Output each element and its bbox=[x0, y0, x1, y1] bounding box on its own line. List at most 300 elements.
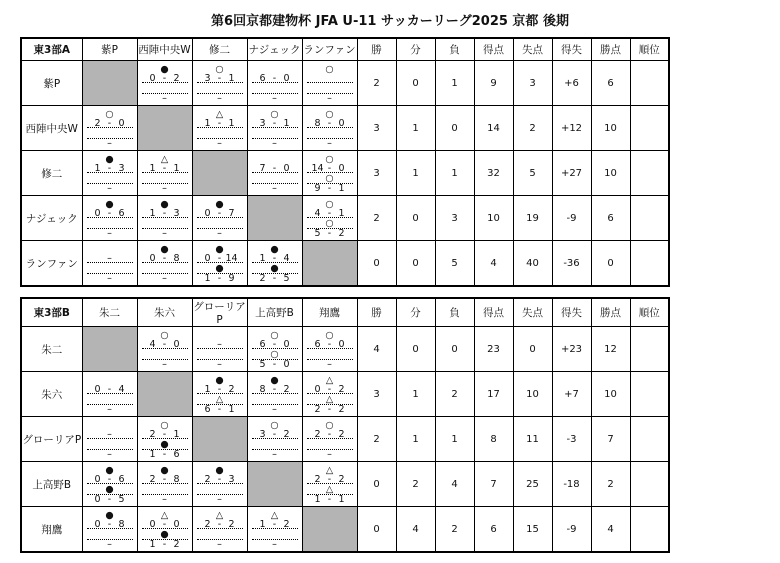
result-mark: ○ bbox=[325, 218, 334, 230]
second-leg-score bbox=[303, 360, 357, 369]
first-leg-score bbox=[138, 209, 192, 218]
stat-value: 1 bbox=[435, 417, 474, 462]
second-leg-mark bbox=[138, 441, 192, 449]
result-mark: ○ bbox=[160, 419, 169, 431]
score-separator: - bbox=[327, 428, 332, 440]
row-team-name: 朱二 bbox=[21, 327, 82, 372]
stat-value: 19 bbox=[513, 196, 552, 241]
result-mark: – bbox=[217, 338, 222, 350]
first-leg-score bbox=[193, 119, 247, 128]
match-result bbox=[303, 462, 357, 506]
result-mark: – bbox=[272, 403, 277, 415]
result-mark: ● bbox=[160, 243, 169, 255]
result-mark: △ bbox=[160, 153, 169, 165]
result-mark: △ bbox=[325, 374, 334, 386]
result-mark: – bbox=[217, 538, 222, 550]
self-cell bbox=[247, 462, 302, 507]
result-mark: ○ bbox=[215, 63, 224, 75]
home-score: 9 bbox=[314, 182, 321, 194]
match-cell bbox=[137, 151, 192, 196]
stat-value: -3 bbox=[552, 417, 591, 462]
second-leg-score bbox=[303, 184, 357, 193]
match-result bbox=[83, 196, 137, 240]
stat-header: 分 bbox=[396, 38, 435, 61]
score-separator: - bbox=[272, 252, 277, 264]
match-result bbox=[83, 241, 137, 285]
away-score: 0 bbox=[283, 338, 290, 350]
team-row bbox=[21, 196, 669, 241]
first-leg-score bbox=[138, 430, 192, 439]
stat-value: 0 bbox=[513, 327, 552, 372]
row-team-name: グローリアP bbox=[21, 417, 82, 462]
team-row bbox=[21, 327, 669, 372]
column-team-header: 翔鷹 bbox=[302, 298, 357, 327]
first-leg-score bbox=[83, 209, 137, 218]
second-leg-score bbox=[83, 229, 137, 238]
match-cell bbox=[247, 106, 302, 151]
league-table-1 bbox=[20, 297, 670, 553]
match-cell bbox=[137, 327, 192, 372]
stat-header: 勝点 bbox=[591, 38, 630, 61]
stat-value bbox=[630, 241, 669, 287]
match-cell bbox=[192, 462, 247, 507]
row-team-name: 紫P bbox=[21, 61, 82, 106]
result-mark: △ bbox=[215, 108, 224, 120]
second-leg-score bbox=[193, 229, 247, 238]
match-result bbox=[248, 241, 302, 285]
first-leg-score bbox=[193, 254, 247, 263]
stat-value bbox=[630, 417, 669, 462]
stat-header: 分 bbox=[396, 298, 435, 327]
score-separator: - bbox=[107, 493, 112, 505]
second-leg-score bbox=[248, 450, 302, 459]
stat-value: 6 bbox=[474, 507, 513, 553]
match-cell bbox=[302, 151, 357, 196]
stat-value: 7 bbox=[474, 462, 513, 507]
match-result bbox=[138, 327, 192, 371]
second-leg-score bbox=[303, 450, 357, 459]
home-score: 5 bbox=[259, 358, 266, 370]
match-result bbox=[303, 417, 357, 461]
home-score: 1 bbox=[204, 117, 211, 129]
column-team-header: 朱六 bbox=[137, 298, 192, 327]
result-mark: – bbox=[162, 182, 167, 194]
away-score: 2 bbox=[228, 518, 235, 530]
home-score: 1 bbox=[259, 252, 266, 264]
match-cell bbox=[302, 417, 357, 462]
second-leg-mark bbox=[248, 265, 302, 273]
score-separator: - bbox=[162, 518, 167, 530]
away-score: 0 bbox=[173, 338, 180, 350]
match-cell bbox=[137, 462, 192, 507]
stat-header: 勝 bbox=[357, 38, 396, 61]
home-score: 3 bbox=[204, 72, 211, 84]
match-cell bbox=[82, 372, 137, 417]
score-separator: - bbox=[327, 227, 332, 239]
row-team-name: 朱六 bbox=[21, 372, 82, 417]
result-mark: – bbox=[217, 227, 222, 239]
away-score: 3 bbox=[118, 162, 125, 174]
second-leg-score bbox=[248, 94, 302, 103]
stat-value: 1 bbox=[396, 372, 435, 417]
score-separator: - bbox=[162, 428, 167, 440]
home-score: 2 bbox=[204, 473, 211, 485]
match-result bbox=[138, 61, 192, 105]
match-cell bbox=[137, 417, 192, 462]
stat-value: 23 bbox=[474, 327, 513, 372]
result-mark: – bbox=[272, 448, 277, 460]
match-result bbox=[83, 417, 137, 461]
away-score: 0 bbox=[118, 117, 125, 129]
match-result bbox=[83, 372, 137, 416]
match-cell bbox=[82, 151, 137, 196]
header-row bbox=[21, 38, 669, 61]
second-leg-score bbox=[138, 94, 192, 103]
stat-value: 12 bbox=[591, 327, 630, 372]
score-separator: - bbox=[327, 117, 332, 129]
stat-value: 4 bbox=[357, 327, 396, 372]
match-cell bbox=[82, 241, 137, 287]
away-score: 0 bbox=[283, 72, 290, 84]
result-mark: ● bbox=[270, 263, 279, 275]
match-cell bbox=[247, 417, 302, 462]
match-result bbox=[138, 196, 192, 240]
stat-value bbox=[630, 462, 669, 507]
away-score: 1 bbox=[228, 117, 235, 129]
result-mark: – bbox=[272, 538, 277, 550]
stat-value: 0 bbox=[396, 327, 435, 372]
score-separator: - bbox=[107, 383, 112, 395]
first-leg-score bbox=[303, 385, 357, 394]
result-mark: △ bbox=[270, 509, 279, 521]
stat-value: 0 bbox=[357, 462, 396, 507]
team-row bbox=[21, 151, 669, 196]
match-cell bbox=[137, 241, 192, 287]
result-mark: ● bbox=[270, 243, 279, 255]
second-leg-mark bbox=[303, 220, 357, 228]
match-cell bbox=[302, 462, 357, 507]
stat-value bbox=[630, 372, 669, 417]
result-mark: ○ bbox=[325, 198, 334, 210]
score-separator: - bbox=[217, 383, 222, 395]
stat-value: +7 bbox=[552, 372, 591, 417]
second-leg-score bbox=[193, 405, 247, 414]
away-score: 0 bbox=[283, 358, 290, 370]
stat-value: 10 bbox=[591, 372, 630, 417]
match-result bbox=[193, 241, 247, 285]
team-row bbox=[21, 106, 669, 151]
result-mark: ● bbox=[215, 198, 224, 210]
away-score: 0 bbox=[338, 117, 345, 129]
score-separator: - bbox=[107, 207, 112, 219]
home-score: 2 bbox=[314, 473, 321, 485]
second-leg-score bbox=[138, 540, 192, 549]
stat-value: 0 bbox=[435, 106, 474, 151]
home-score: 2 bbox=[259, 272, 266, 284]
home-score: 1 bbox=[149, 207, 156, 219]
league-table-0 bbox=[20, 37, 670, 287]
second-leg-score bbox=[83, 495, 137, 504]
score-separator: - bbox=[107, 473, 112, 485]
home-score: 1 bbox=[149, 538, 156, 550]
home-score: 8 bbox=[259, 383, 266, 395]
stat-value: 4 bbox=[474, 241, 513, 287]
first-leg-score bbox=[248, 74, 302, 83]
self-cell bbox=[82, 61, 137, 106]
away-score: 0 bbox=[173, 518, 180, 530]
second-leg-score bbox=[83, 450, 137, 459]
match-cell bbox=[302, 196, 357, 241]
match-cell bbox=[302, 61, 357, 106]
second-leg-score bbox=[83, 405, 137, 414]
result-mark: ○ bbox=[160, 329, 169, 341]
match-result bbox=[303, 151, 357, 195]
result-mark: △ bbox=[325, 484, 334, 496]
stat-value: 5 bbox=[435, 241, 474, 287]
home-score: 1 bbox=[94, 162, 101, 174]
result-mark: ○ bbox=[270, 419, 279, 431]
stat-header: 得失 bbox=[552, 38, 591, 61]
match-result bbox=[248, 151, 302, 195]
stat-value bbox=[630, 196, 669, 241]
stat-value: 10 bbox=[591, 106, 630, 151]
match-cell bbox=[192, 241, 247, 287]
away-score: 4 bbox=[118, 383, 125, 395]
away-score: 2 bbox=[283, 383, 290, 395]
home-score: 2 bbox=[204, 518, 211, 530]
stat-value: 32 bbox=[474, 151, 513, 196]
score-separator: - bbox=[107, 162, 112, 174]
stat-header: 負 bbox=[435, 38, 474, 61]
first-leg-score bbox=[248, 340, 302, 349]
row-team-name: 西陣中央W bbox=[21, 106, 82, 151]
stat-value: 1 bbox=[435, 151, 474, 196]
result-mark: ● bbox=[215, 464, 224, 476]
first-leg-score bbox=[193, 209, 247, 218]
match-result bbox=[248, 106, 302, 150]
stat-value: 3 bbox=[435, 196, 474, 241]
team-row bbox=[21, 507, 669, 553]
score-separator: - bbox=[162, 538, 167, 550]
result-mark: – bbox=[217, 92, 222, 104]
stat-value: 4 bbox=[435, 462, 474, 507]
stat-value: -9 bbox=[552, 507, 591, 553]
result-mark: – bbox=[107, 428, 112, 440]
match-cell bbox=[247, 241, 302, 287]
score-separator: - bbox=[272, 518, 277, 530]
match-result bbox=[83, 462, 137, 506]
match-cell bbox=[137, 196, 192, 241]
match-result bbox=[248, 327, 302, 371]
stat-value: 2 bbox=[396, 462, 435, 507]
match-result bbox=[193, 106, 247, 150]
result-mark: △ bbox=[215, 394, 224, 406]
stat-header: 失点 bbox=[513, 298, 552, 327]
home-score: 7 bbox=[259, 162, 266, 174]
team-row bbox=[21, 372, 669, 417]
match-result bbox=[193, 507, 247, 551]
match-result bbox=[193, 61, 247, 105]
home-score: 0 bbox=[94, 493, 101, 505]
team-row bbox=[21, 241, 669, 287]
second-leg-score bbox=[248, 139, 302, 148]
match-result bbox=[138, 462, 192, 506]
home-score: 5 bbox=[314, 227, 321, 239]
first-leg-score bbox=[303, 164, 357, 173]
result-mark: – bbox=[217, 493, 222, 505]
away-score: 1 bbox=[338, 207, 345, 219]
stat-value: 4 bbox=[396, 507, 435, 553]
stat-value: 3 bbox=[357, 106, 396, 151]
match-cell bbox=[192, 61, 247, 106]
first-leg-score bbox=[248, 430, 302, 439]
first-leg-score bbox=[83, 430, 137, 439]
self-cell bbox=[192, 151, 247, 196]
first-leg-score bbox=[248, 119, 302, 128]
result-mark: – bbox=[162, 358, 167, 370]
home-score: 1 bbox=[149, 448, 156, 460]
score-separator: - bbox=[272, 428, 277, 440]
away-score: 1 bbox=[173, 428, 180, 440]
result-mark: ● bbox=[105, 198, 114, 210]
match-result bbox=[248, 417, 302, 461]
header-row bbox=[21, 298, 669, 327]
match-result bbox=[303, 196, 357, 240]
match-cell bbox=[137, 61, 192, 106]
stat-value: 0 bbox=[591, 241, 630, 287]
second-leg-score bbox=[248, 184, 302, 193]
score-separator: - bbox=[107, 117, 112, 129]
away-score: 2 bbox=[173, 72, 180, 84]
score-separator: - bbox=[327, 162, 332, 174]
away-score: 3 bbox=[228, 473, 235, 485]
result-mark: ● bbox=[160, 464, 169, 476]
result-mark: – bbox=[107, 252, 112, 264]
home-score: 2 bbox=[149, 473, 156, 485]
stat-value: 4 bbox=[591, 507, 630, 553]
second-leg-score bbox=[83, 540, 137, 549]
home-score: 6 bbox=[314, 338, 321, 350]
first-leg-score bbox=[138, 164, 192, 173]
result-mark: ○ bbox=[325, 173, 334, 185]
stat-value: 0 bbox=[396, 196, 435, 241]
second-leg-score bbox=[303, 229, 357, 238]
result-mark: – bbox=[107, 403, 112, 415]
second-leg-score bbox=[248, 540, 302, 549]
away-score: 1 bbox=[283, 117, 290, 129]
second-leg-mark bbox=[303, 396, 357, 404]
score-separator: - bbox=[272, 272, 277, 284]
home-score: 4 bbox=[149, 338, 156, 350]
away-score: 7 bbox=[228, 207, 235, 219]
second-leg-mark bbox=[193, 396, 247, 404]
first-leg-score bbox=[248, 164, 302, 173]
result-mark: ● bbox=[160, 439, 169, 451]
row-team-name: 上高野B bbox=[21, 462, 82, 507]
second-leg-mark bbox=[248, 351, 302, 359]
stat-header: 順位 bbox=[630, 298, 669, 327]
match-result bbox=[193, 196, 247, 240]
result-mark: – bbox=[217, 137, 222, 149]
score-separator: - bbox=[272, 383, 277, 395]
result-mark: – bbox=[107, 137, 112, 149]
stat-value: 11 bbox=[513, 417, 552, 462]
stat-header: 勝 bbox=[357, 298, 396, 327]
home-score: 3 bbox=[259, 117, 266, 129]
away-score: 0 bbox=[338, 162, 345, 174]
away-score: 1 bbox=[338, 493, 345, 505]
stat-value bbox=[630, 327, 669, 372]
result-mark: △ bbox=[160, 509, 169, 521]
score-separator: - bbox=[107, 518, 112, 530]
column-team-header: 西陣中央W bbox=[137, 38, 192, 61]
stat-header: 得失 bbox=[552, 298, 591, 327]
first-leg-score bbox=[303, 119, 357, 128]
home-score: 14 bbox=[311, 162, 324, 174]
result-mark: ○ bbox=[270, 349, 279, 361]
first-leg-score bbox=[83, 385, 137, 394]
second-leg-score bbox=[248, 274, 302, 283]
away-score: 2 bbox=[173, 538, 180, 550]
stat-value: 1 bbox=[435, 61, 474, 106]
match-cell bbox=[247, 372, 302, 417]
first-leg-score bbox=[303, 475, 357, 484]
result-mark: ● bbox=[215, 263, 224, 275]
home-score: 3 bbox=[259, 428, 266, 440]
match-cell bbox=[192, 372, 247, 417]
result-mark: – bbox=[272, 137, 277, 149]
score-separator: - bbox=[162, 162, 167, 174]
stat-value: 2 bbox=[513, 106, 552, 151]
first-leg-score bbox=[138, 520, 192, 529]
stat-header: 負 bbox=[435, 298, 474, 327]
away-score: 8 bbox=[118, 518, 125, 530]
home-score: 0 bbox=[314, 383, 321, 395]
first-leg-score bbox=[138, 475, 192, 484]
score-separator: - bbox=[217, 252, 222, 264]
stat-value: 0 bbox=[396, 241, 435, 287]
score-separator: - bbox=[162, 252, 167, 264]
stat-value: 2 bbox=[591, 462, 630, 507]
second-leg-score bbox=[303, 139, 357, 148]
home-score: 6 bbox=[259, 338, 266, 350]
column-team-header: 上高野B bbox=[247, 298, 302, 327]
match-result bbox=[138, 507, 192, 551]
away-score: 1 bbox=[228, 403, 235, 415]
second-leg-score bbox=[303, 405, 357, 414]
second-leg-score bbox=[248, 405, 302, 414]
stat-value: 3 bbox=[513, 61, 552, 106]
second-leg-score bbox=[193, 540, 247, 549]
match-cell bbox=[82, 417, 137, 462]
second-leg-mark bbox=[303, 175, 357, 183]
score-separator: - bbox=[327, 493, 332, 505]
home-score: 8 bbox=[314, 117, 321, 129]
home-score: 0 bbox=[94, 473, 101, 485]
home-score: 6 bbox=[259, 72, 266, 84]
stat-value: 10 bbox=[591, 151, 630, 196]
second-leg-score bbox=[138, 229, 192, 238]
home-score: 2 bbox=[149, 428, 156, 440]
match-result bbox=[193, 372, 247, 416]
match-cell bbox=[82, 507, 137, 553]
home-score: 0 bbox=[149, 518, 156, 530]
result-mark: △ bbox=[325, 464, 334, 476]
result-mark: ○ bbox=[270, 108, 279, 120]
away-score: 2 bbox=[283, 428, 290, 440]
result-mark: ○ bbox=[325, 153, 334, 165]
match-cell bbox=[82, 462, 137, 507]
